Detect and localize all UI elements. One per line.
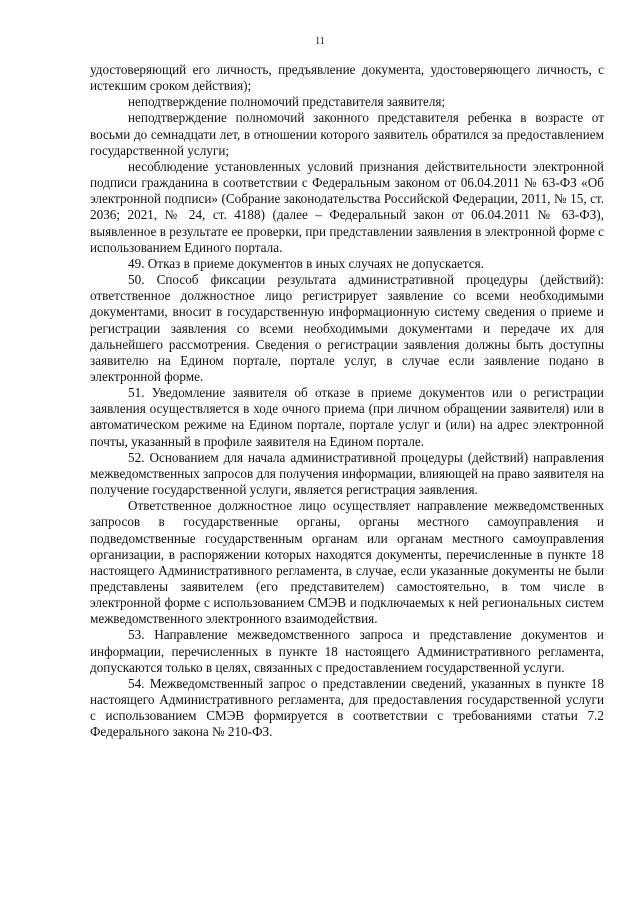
paragraph-51: 51. Уведомление заявителя об отказе в приеме документов или о регистрации заявления осуществляется в ходе очного приема (при личном обращении заявителя) или в автоматическом режиме на Едином портале, портале услуг и (или) на адрес электронной почты, указанный в профиле заявителя на Едином портале. [90,385,604,449]
paragraph-representative-authority: неподтверждение полномочий представителя заявителя; [128,94,446,110]
paragraph-52-continued: Ответственное должностное лицо осуществляет направление межведомственных запросов в государственные органы, органы местного самоуправления и подведомственные государственным органам или органам местного самоуправления организации, в распоряжении которых находятся документы, перечисленные в пункте 18 настоящего Административного регламента, в случае, если указанные документы не были представлены заявителем (его представителем) самостоятельно, в том числе в электронной форме с использованием СМЭВ и подключаемых к ней региональных систем межведомственного электронного взаимодействия. [90,498,604,627]
document-body [90,62,604,741]
paragraph-electronic-signature: несоблюдение установленных условий признания действительности электронной подписи гражданина в соответствии с Федеральным законом от 06.04.2011 № 63-ФЗ «Об электронной подписи» (Собрание законодательства Российской Федерации, 2011, № 15, ст. 2036; 2021, № 24, ст. 4188) (далее – Федеральный закон от 06.04.2011 № 63-ФЗ), выявленное в результате ее проверки, при представлении заявления в электронной форме с использованием Единого портала. [90,158,604,255]
paragraph-legal-representative: неподтверждение полномочий законного представителя ребенка в возрасте от восьми до семнадцати лет, в отношении которого заявитель обратился за предоставлением государственной услуги; [90,110,604,158]
page-number: 11 [315,36,325,47]
paragraph-53: 53. Направление межведомственного запроса и представление документов и информации, перечисленных в пункте 18 настоящего Административного регламента, допускаются только в целях, связанных с предоставлением государственной услуги. [90,627,604,675]
paragraph-54: 54. Межведомственный запрос о представлении сведений, указанных в пункте 18 настоящего Административного регламента, для предоставления государственной услуги с использованием СМЭВ формируется в соответствии с требованиями статьи 7.2 Федерального закона № 210-ФЗ. [90,675,604,740]
paragraph-continuation: удостоверяющий его личность, предъявление документа, удостоверяющего личность, с истекшим сроком действия); [90,62,604,94]
paragraph-49: 49. Отказ в приеме документов в иных случаях не допускается. [128,255,485,271]
paragraph-52: 52. Основанием для начала административной процедуры (действий) направления межведомственных запросов для получения информации, влияющей на право заявителя на получение государственной услуги, является регистрация заявления. [90,449,604,498]
paragraph-50: 50. Способ фиксации результата административной процедуры (действий): ответственное должностное лицо регистрирует заявление со всеми необходимыми документами, вносит в государственную информационную систему сведения о приеме и регистрации заявления со всеми необходимыми документами и передаче их для дальнейшего рассмотрения. Сведения о регистрации заявления должны быть доступны заявителю на Едином портале, портале услуг, в случае если заявление подано в электронной форме. [90,272,604,384]
